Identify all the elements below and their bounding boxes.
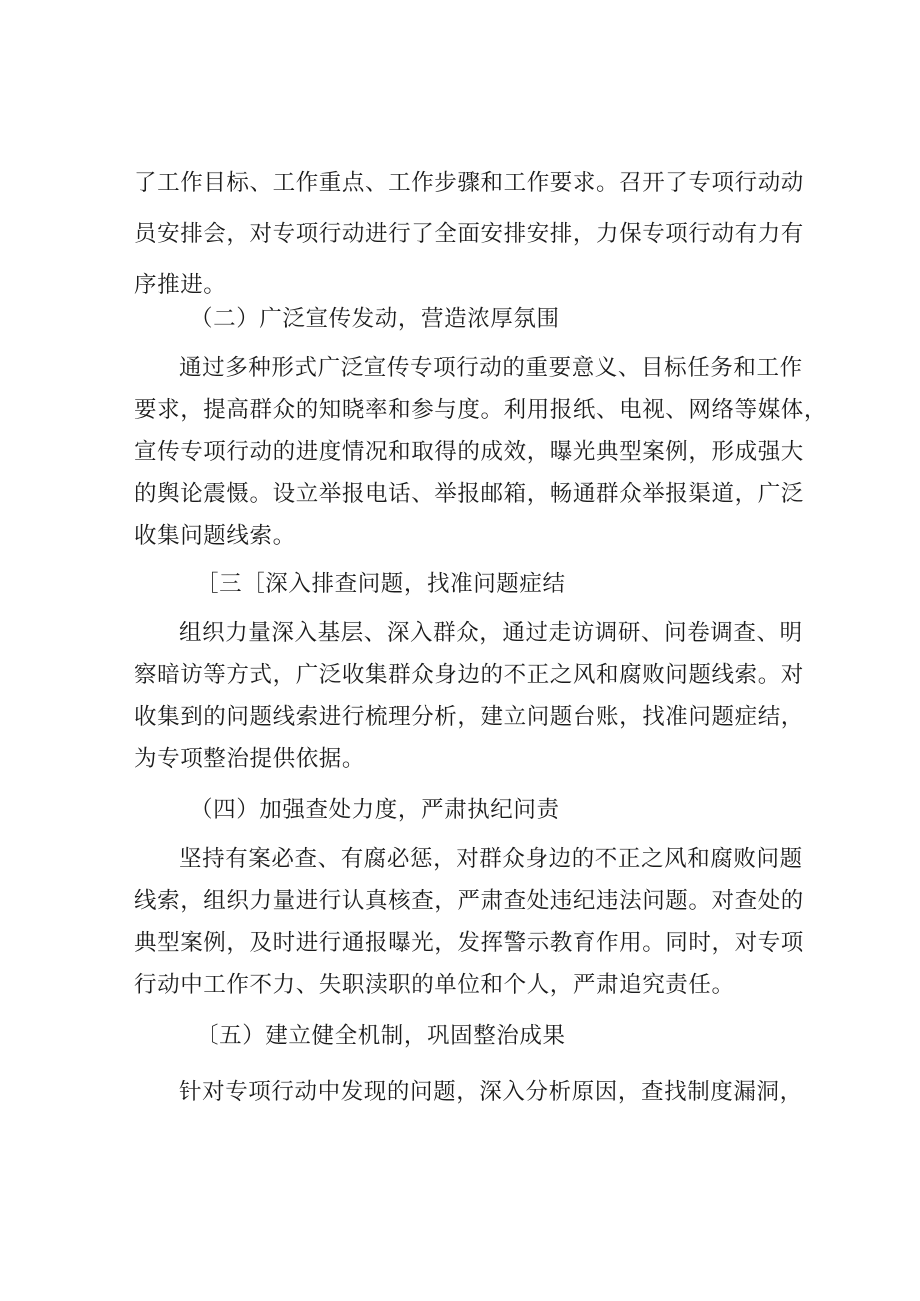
paragraph-line: 为专项整治提供依据。 <box>134 746 366 772</box>
paragraph-3 <box>134 614 804 778</box>
paragraph-2 <box>134 349 828 555</box>
paragraph-4 <box>134 840 804 1004</box>
paragraph-line: 收集问题线索。 <box>134 523 296 549</box>
section-heading-5: 〔五）建立健全机制，巩固整治成果 <box>196 1023 566 1049</box>
paragraph-line: 察暗访等方式，广泛收集群众身边的不正之风和腐败问题线索。对 <box>134 662 804 688</box>
section-heading-4: （四）加强查处力度，严肃执纪问责 <box>190 797 560 823</box>
section-heading-2: （二）广泛宣传发动，营造浓厚氛围 <box>190 306 560 332</box>
paragraph-line: 的舆论震慑。设立举报电话、举报邮箱，畅通群众举报渠道，广泛 <box>134 481 804 507</box>
paragraph-line: 线索，组织力量进行认真核查，严肃查处违纪违法问题。对查处的 <box>134 888 804 914</box>
paragraph-line: 宣传专项行动的进度情况和取得的成效，曝光典型案例，形成强大 <box>134 439 804 465</box>
paragraph-line: 要求，提高群众的知晓率和参与度。利用报纸、电视、网络等媒体， <box>134 397 828 423</box>
paragraph-line: 通过多种形式广泛宣传专项行动的重要意义、目标任务和工作 <box>179 355 803 381</box>
section-heading-3: ［三［深入排查问题，找准问题症结 <box>196 571 566 597</box>
paragraph-line: 序推进。 <box>134 272 227 298</box>
paragraph-5 <box>134 1073 803 1111</box>
paragraph-1 <box>134 164 804 304</box>
paragraph-line: 组织力量深入基层、深入群众，通过走访调研、问卷调查、明 <box>179 620 803 646</box>
paragraph-line: 行动中工作不力、失职渎职的单位和个人，严肃追究责任。 <box>134 972 735 998</box>
paragraph-line: 员安排会，对专项行动进行了全面安排安排，力保专项行动有力有 <box>134 221 804 247</box>
paragraph-line: 针对专项行动中发现的问题，深入分析原因，查找制度漏洞， <box>179 1079 803 1105</box>
paragraph-line: 了工作目标、工作重点、工作步骤和工作要求。召开了专项行动动 <box>134 170 804 196</box>
paragraph-line: 坚持有案必查、有腐必惩，对群众身边的不正之风和腐败问题 <box>179 846 803 872</box>
paragraph-line: 收集到的问题线索进行梳理分析，建立问题台账，找准问题症结， <box>134 704 804 730</box>
paragraph-line: 典型案例，及时进行通报曝光，发挥警示教育作用。同时，对专项 <box>134 930 804 956</box>
